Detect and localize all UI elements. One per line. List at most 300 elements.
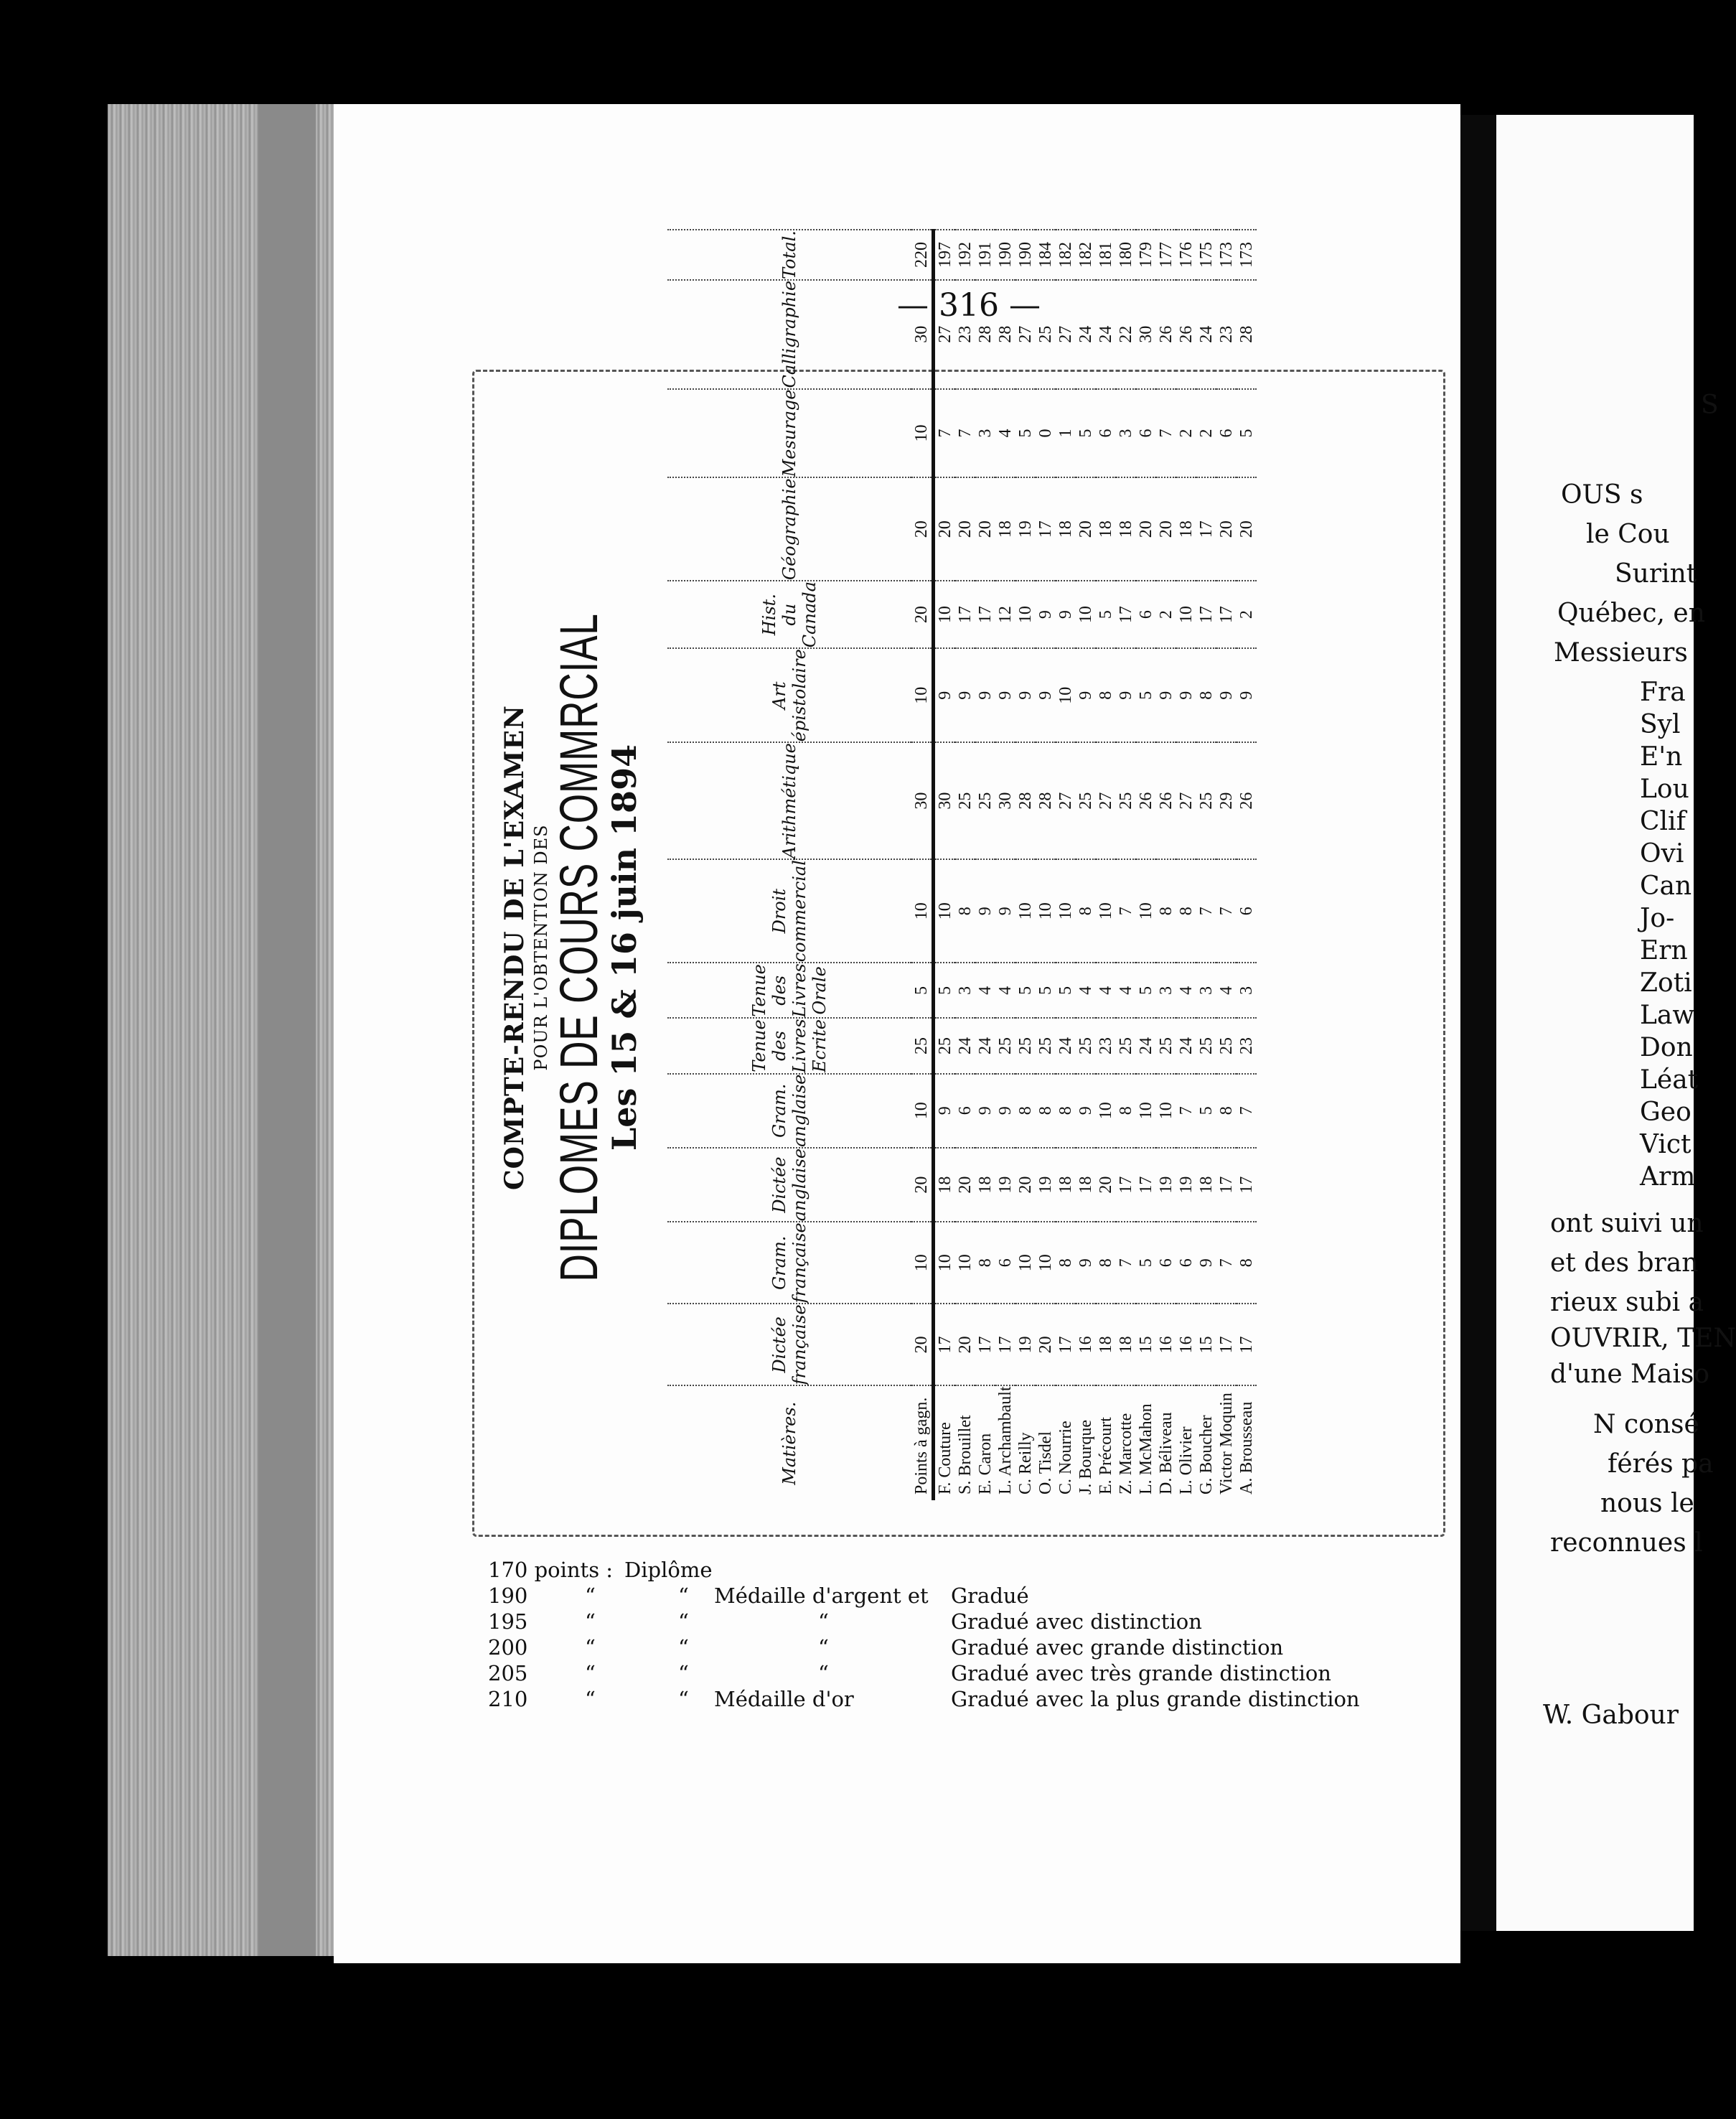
- subject-header: [667, 1074, 911, 1148]
- score-cell: 7: [1216, 1222, 1237, 1304]
- table-row: [1176, 230, 1196, 1500]
- legend-pts: 200: [488, 1635, 528, 1660]
- right-page-line: Ern: [1640, 936, 1688, 965]
- score-cell: 25: [1156, 1018, 1176, 1073]
- right-page-line: N consé: [1593, 1410, 1699, 1439]
- score-cell: 29: [1216, 742, 1237, 859]
- score-cell: 24: [1076, 280, 1096, 389]
- points-cell: 20: [911, 1148, 934, 1222]
- score-cell: 9: [975, 1074, 995, 1148]
- score-cell: 8: [1176, 859, 1196, 963]
- right-page-line: Vict: [1640, 1130, 1692, 1159]
- candidate-name: F. Couture: [934, 1385, 956, 1500]
- legend-medal: “: [818, 1661, 829, 1685]
- score-cell: 191: [975, 230, 995, 280]
- candidate-name: D. Béliveau: [1156, 1385, 1176, 1500]
- score-cell: 4: [1076, 963, 1096, 1018]
- score-cell: 5: [1136, 963, 1156, 1018]
- right-page-line: et des bran: [1550, 1248, 1699, 1278]
- score-cell: 9: [934, 1074, 956, 1148]
- subject-label: Hist. du Canada: [759, 581, 820, 648]
- score-cell: 24: [955, 1018, 975, 1073]
- points-cell: 10: [911, 389, 934, 478]
- points-cell: 20: [911, 1304, 934, 1385]
- score-cell: 5: [1015, 963, 1036, 1018]
- score-cell: 10: [1096, 859, 1116, 963]
- legend-medal: Médaille d'or: [714, 1687, 854, 1711]
- points-cell: 25: [911, 1018, 934, 1073]
- score-cell: 30: [934, 742, 956, 859]
- score-cell: 20: [1136, 477, 1156, 581]
- score-cell: 20: [955, 477, 975, 581]
- legend-row: [488, 1687, 1493, 1713]
- score-cell: 3: [1196, 963, 1216, 1018]
- score-cell: 8: [1116, 1074, 1136, 1148]
- score-cell: 10: [1015, 859, 1036, 963]
- score-cell: 9: [1116, 648, 1136, 742]
- score-cell: 9: [1176, 648, 1196, 742]
- score-cell: 5: [1136, 1222, 1156, 1304]
- score-cell: 10: [1136, 1074, 1156, 1148]
- candidate-name: C. Nourrie: [1056, 1385, 1076, 1500]
- legend-pts: 205: [488, 1661, 528, 1685]
- score-cell: 9: [955, 648, 975, 742]
- subject-header: [667, 1304, 911, 1385]
- right-page-line: Clif: [1640, 807, 1686, 836]
- candidate-name: C. Reilly: [1015, 1385, 1036, 1500]
- points-cell: 10: [911, 648, 934, 742]
- table-body: [911, 230, 1257, 1500]
- score-cell: 17: [975, 581, 995, 648]
- score-cell: 27: [1056, 742, 1076, 859]
- points-cell: 10: [911, 1222, 934, 1304]
- score-cell: 9: [975, 648, 995, 742]
- score-cell: 26: [1136, 742, 1156, 859]
- subject-label: Droit commercial: [769, 860, 810, 963]
- score-cell: 18: [1076, 1148, 1096, 1222]
- score-cell: 18: [995, 477, 1015, 581]
- subject-label: Art épistolaire: [769, 649, 810, 742]
- score-cell: 0: [1036, 389, 1056, 478]
- points-cell: 30: [911, 742, 934, 859]
- score-cell: 27: [934, 280, 956, 389]
- score-cell: 25: [955, 742, 975, 859]
- legend-q1: “: [585, 1609, 596, 1634]
- table-row: [1216, 230, 1237, 1500]
- score-cell: 20: [1015, 1148, 1036, 1222]
- score-cell: 6: [1216, 389, 1237, 478]
- score-cell: 23: [1237, 1018, 1257, 1073]
- score-cell: 23: [1096, 1018, 1116, 1073]
- subject-header: [667, 963, 911, 1018]
- score-cell: 10: [955, 1222, 975, 1304]
- legend-pts: 190: [488, 1584, 528, 1608]
- score-cell: 17: [1216, 581, 1237, 648]
- score-cell: 9: [1216, 648, 1237, 742]
- score-cell: 10: [1015, 1222, 1036, 1304]
- score-cell: 6: [1237, 859, 1257, 963]
- score-cell: 9: [1076, 648, 1096, 742]
- page-edge-shadow: [258, 104, 316, 1956]
- right-page-line: Arm: [1640, 1162, 1696, 1192]
- score-cell: 9: [1237, 648, 1257, 742]
- score-cell: 28: [1015, 742, 1036, 859]
- grade-legend: [488, 1558, 1493, 1713]
- score-cell: 25: [1116, 742, 1136, 859]
- legend-pts: 170 points :: [488, 1558, 614, 1582]
- score-cell: 24: [975, 1018, 995, 1073]
- score-cell: 1: [1056, 389, 1076, 478]
- score-cell: 17: [1116, 581, 1136, 648]
- legend-q2: “: [678, 1609, 689, 1634]
- legend-q1: “: [585, 1635, 596, 1660]
- score-cell: 20: [955, 1148, 975, 1222]
- score-cell: 25: [1076, 1018, 1096, 1073]
- candidate-name: A. Brousseau: [1237, 1385, 1257, 1500]
- score-cell: 10: [934, 859, 956, 963]
- score-cell: 7: [1237, 1074, 1257, 1148]
- subject-label: Gram. française: [769, 1222, 810, 1304]
- score-cell: 4: [975, 963, 995, 1018]
- score-cell: 17: [1216, 1304, 1237, 1385]
- right-page-line: OUVRIR, TEN: [1550, 1324, 1736, 1353]
- score-cell: 17: [975, 1304, 995, 1385]
- score-cell: 2: [1176, 389, 1196, 478]
- score-cell: 5: [1237, 389, 1257, 478]
- score-cell: 16: [1076, 1304, 1096, 1385]
- subject-label: Dictée française: [769, 1304, 810, 1385]
- score-cell: 173: [1237, 230, 1257, 280]
- score-cell: 17: [1056, 1304, 1076, 1385]
- score-cell: 10: [1176, 581, 1196, 648]
- score-cell: 10: [1036, 859, 1056, 963]
- score-cell: 10: [1056, 859, 1076, 963]
- table-row: [1036, 230, 1056, 1500]
- score-cell: 25: [1116, 1018, 1136, 1073]
- score-cell: 24: [1056, 1018, 1076, 1073]
- score-cell: 8: [1156, 859, 1176, 963]
- score-cell: 19: [1036, 1148, 1056, 1222]
- subject-label: Dictée anglaise: [769, 1148, 810, 1222]
- candidate-name: O. Tisdel: [1036, 1385, 1056, 1500]
- score-cell: 17: [995, 1304, 1015, 1385]
- candidate-name: Victor Moquin: [1216, 1385, 1237, 1500]
- score-cell: 17: [955, 581, 975, 648]
- score-cell: 24: [1196, 280, 1216, 389]
- score-cell: 16: [1176, 1304, 1196, 1385]
- right-page-line: Jo-: [1640, 904, 1675, 933]
- score-cell: 18: [934, 1148, 956, 1222]
- score-cell: 10: [934, 1222, 956, 1304]
- subject-label: Calligraphie: [779, 280, 799, 388]
- score-cell: 9: [1156, 648, 1176, 742]
- score-cell: 182: [1056, 230, 1076, 280]
- score-cell: 197: [934, 230, 956, 280]
- legend-q2: “: [678, 1661, 689, 1685]
- score-cell: 20: [1156, 477, 1176, 581]
- right-page-line: Zoti: [1640, 968, 1692, 998]
- score-cell: 176: [1176, 230, 1196, 280]
- score-cell: 25: [1076, 742, 1096, 859]
- table-row: [1056, 230, 1076, 1500]
- score-cell: 27: [1096, 742, 1116, 859]
- subject-header: [667, 1018, 911, 1073]
- legend-q1: “: [585, 1584, 596, 1608]
- score-cell: 7: [1156, 389, 1176, 478]
- score-cell: 9: [1056, 581, 1076, 648]
- legend-row: [488, 1609, 1493, 1635]
- table-row: [934, 230, 956, 1500]
- score-cell: 190: [1015, 230, 1036, 280]
- candidate-name: L. Olivier: [1176, 1385, 1196, 1500]
- score-cell: 7: [934, 389, 956, 478]
- legend-pts: 210: [488, 1687, 528, 1711]
- score-cell: 17: [1237, 1304, 1257, 1385]
- table-row: [1015, 230, 1036, 1500]
- right-page-line: d'une Maiso: [1550, 1360, 1710, 1389]
- score-cell: 25: [934, 1018, 956, 1073]
- score-cell: 20: [1237, 477, 1257, 581]
- score-cell: 180: [1116, 230, 1136, 280]
- score-cell: 27: [1176, 742, 1196, 859]
- score-cell: 28: [1036, 742, 1056, 859]
- score-cell: 28: [1237, 280, 1257, 389]
- score-cell: 8: [1196, 648, 1216, 742]
- score-cell: 9: [995, 1074, 1015, 1148]
- score-cell: 17: [1196, 581, 1216, 648]
- score-cell: 18: [1056, 1148, 1076, 1222]
- right-page-line: S: [1701, 390, 1719, 420]
- subject-header: [667, 477, 911, 581]
- score-cell: 8: [1237, 1222, 1257, 1304]
- table-row: [1136, 230, 1156, 1500]
- title-line-1: COMPTE-RENDU DE L'EXAMEN: [499, 705, 530, 1190]
- score-cell: 179: [1136, 230, 1156, 280]
- legend-grade: Gradué avec la plus grande distinction: [951, 1687, 1360, 1711]
- score-cell: 3: [975, 389, 995, 478]
- score-cell: 7: [1196, 859, 1216, 963]
- score-cell: 5: [1196, 1074, 1216, 1148]
- score-cell: 20: [1036, 1304, 1056, 1385]
- legend-q2: “: [678, 1584, 689, 1608]
- score-cell: 17: [1237, 1148, 1257, 1222]
- table-row: [1156, 230, 1176, 1500]
- score-cell: 6: [1176, 1222, 1196, 1304]
- score-cell: 12: [995, 581, 1015, 648]
- score-cell: 17: [1196, 477, 1216, 581]
- score-cell: 5: [1136, 648, 1156, 742]
- legend-row: [488, 1584, 1493, 1609]
- score-cell: 30: [995, 742, 1015, 859]
- right-page-line: Surint: [1615, 559, 1697, 589]
- score-cell: 8: [1096, 648, 1116, 742]
- table-row: [975, 230, 995, 1500]
- score-cell: 23: [955, 280, 975, 389]
- subject-label: Total.: [779, 230, 799, 279]
- subject-label: Arithmétique: [779, 743, 799, 859]
- score-cell: 9: [934, 648, 956, 742]
- score-cell: 25: [1015, 1018, 1036, 1073]
- score-cell: 18: [1196, 1148, 1216, 1222]
- score-cell: 2: [1196, 389, 1216, 478]
- score-cell: 17: [1216, 1148, 1237, 1222]
- score-cell: 8: [975, 1222, 995, 1304]
- score-cell: 7: [1116, 1222, 1136, 1304]
- score-cell: 4: [1096, 963, 1116, 1018]
- score-cell: 20: [975, 477, 995, 581]
- subject-header: [667, 859, 911, 963]
- subject-header: [667, 280, 911, 389]
- legend-medal: “: [818, 1609, 829, 1634]
- legend-medal: “: [818, 1635, 829, 1660]
- score-cell: 7: [1176, 1074, 1196, 1148]
- score-cell: 2: [1237, 581, 1257, 648]
- score-cell: 10: [1156, 1074, 1176, 1148]
- score-cell: 8: [1036, 1074, 1056, 1148]
- score-cell: 181: [1096, 230, 1116, 280]
- score-cell: 4: [1116, 963, 1136, 1018]
- score-cell: 18: [975, 1148, 995, 1222]
- score-cell: 18: [1116, 1304, 1136, 1385]
- points-cell: 10: [911, 859, 934, 963]
- right-page-line: férés pa: [1608, 1449, 1714, 1479]
- score-cell: 9: [995, 859, 1015, 963]
- right-page-line: Lou: [1640, 775, 1689, 804]
- subject-header: [667, 742, 911, 859]
- right-page-line: Geo: [1640, 1098, 1692, 1127]
- score-cell: 25: [1036, 1018, 1056, 1073]
- matieres-header: [667, 1385, 911, 1500]
- score-cell: 25: [1196, 742, 1216, 859]
- score-cell: 182: [1076, 230, 1096, 280]
- legend-grade: Gradué: [951, 1584, 1029, 1608]
- right-page-line: E'n: [1640, 742, 1683, 772]
- score-cell: 24: [1096, 280, 1116, 389]
- score-cell: 8: [1076, 859, 1096, 963]
- score-cell: 3: [1237, 963, 1257, 1018]
- score-cell: 9: [1036, 648, 1056, 742]
- page-number: — 316 —: [897, 287, 1041, 324]
- score-cell: 10: [1096, 1074, 1116, 1148]
- score-cell: 7: [1116, 859, 1136, 963]
- score-cell: 18: [1096, 477, 1116, 581]
- score-cell: 27: [1015, 280, 1036, 389]
- table-row: [1196, 230, 1216, 1500]
- score-cell: 175: [1196, 230, 1216, 280]
- score-cell: 4: [995, 963, 1015, 1018]
- score-cell: 3: [1116, 389, 1136, 478]
- subject-label: Tenue des Livres Orale: [749, 963, 830, 1018]
- candidate-name: G. Boucher: [1196, 1385, 1216, 1500]
- right-page-line: nous le: [1600, 1489, 1694, 1518]
- score-cell: 26: [1176, 280, 1196, 389]
- score-cell: 6: [1136, 581, 1156, 648]
- legend-q1: “: [585, 1687, 596, 1711]
- score-cell: 15: [1136, 1304, 1156, 1385]
- points-row: [911, 230, 934, 1500]
- score-cell: 5: [1015, 389, 1036, 478]
- title-line-4: Les 15 & 16 juin 1894: [605, 744, 644, 1151]
- candidate-name: L. Archambault: [995, 1385, 1015, 1500]
- points-cell: 20: [911, 581, 934, 648]
- points-cell: 5: [911, 963, 934, 1018]
- right-page-line: Can: [1640, 871, 1692, 901]
- right-page-line: Fra: [1640, 678, 1686, 707]
- score-cell: 8: [1216, 1074, 1237, 1148]
- legend-medal: Diplôme: [624, 1558, 713, 1582]
- right-page-line: Ovi: [1640, 839, 1684, 869]
- score-cell: 6: [1156, 1222, 1176, 1304]
- score-cell: 8: [1096, 1222, 1116, 1304]
- points-label: Points à gagn.: [911, 1385, 934, 1500]
- candidate-name: E. Précourt: [1096, 1385, 1116, 1500]
- subject-header: [667, 648, 911, 742]
- score-cell: 18: [1056, 477, 1076, 581]
- candidate-name: S. Brouillet: [955, 1385, 975, 1500]
- score-cell: 4: [995, 389, 1015, 478]
- score-cell: 20: [934, 477, 956, 581]
- score-cell: 25: [1216, 1018, 1237, 1073]
- score-cell: 20: [1076, 477, 1096, 581]
- subject-label: Tenue des Livres Ecrite: [749, 1019, 830, 1073]
- candidate-name: L. McMahon: [1136, 1385, 1156, 1500]
- legend-q2: “: [678, 1635, 689, 1660]
- score-cell: 9: [1196, 1222, 1216, 1304]
- score-cell: 9: [1076, 1222, 1096, 1304]
- legend-grade: Gradué avec distinction: [951, 1609, 1202, 1634]
- score-cell: 17: [934, 1304, 956, 1385]
- legend-row: [488, 1661, 1493, 1687]
- table-row: [1116, 230, 1136, 1500]
- table-row: [1096, 230, 1116, 1500]
- score-cell: 18: [1116, 477, 1136, 581]
- legend-row: [488, 1558, 1493, 1584]
- candidate-name: J. Bourque: [1076, 1385, 1096, 1500]
- right-page-line: Law: [1640, 1001, 1695, 1030]
- score-cell: 20: [955, 1304, 975, 1385]
- score-cell: 28: [975, 280, 995, 389]
- score-cell: 25: [995, 1018, 1015, 1073]
- score-cell: 26: [1156, 742, 1176, 859]
- score-cell: 6: [955, 1074, 975, 1148]
- score-cell: 177: [1156, 230, 1176, 280]
- subject-label: Mesurage: [779, 389, 799, 477]
- score-cell: 7: [955, 389, 975, 478]
- score-cell: 9: [1015, 648, 1036, 742]
- score-cell: 173: [1216, 230, 1237, 280]
- right-page-line: Messieurs: [1554, 638, 1688, 668]
- table-row: [1237, 230, 1257, 1500]
- score-cell: 5: [934, 963, 956, 1018]
- title-line-2: POUR L'OBTENTION DES: [531, 824, 551, 1071]
- score-cell: 19: [1015, 477, 1036, 581]
- score-cell: 19: [995, 1148, 1015, 1222]
- score-cell: 26: [1156, 280, 1176, 389]
- score-cell: 28: [995, 280, 1015, 389]
- score-cell: 30: [1136, 280, 1156, 389]
- right-page-line: reconnues l: [1550, 1528, 1703, 1558]
- score-cell: 8: [1056, 1222, 1076, 1304]
- score-cell: 17: [1136, 1148, 1156, 1222]
- score-cell: 3: [1156, 963, 1176, 1018]
- candidate-name: Z. Marcotte: [1116, 1385, 1136, 1500]
- score-cell: 23: [1216, 280, 1237, 389]
- right-page-line: le Cou: [1586, 520, 1670, 549]
- legend-medal: Médaille d'argent et: [714, 1584, 929, 1608]
- subject-header: [667, 230, 911, 280]
- legend-grade: Gradué avec très grande distinction: [951, 1661, 1331, 1685]
- score-cell: 19: [1015, 1304, 1036, 1385]
